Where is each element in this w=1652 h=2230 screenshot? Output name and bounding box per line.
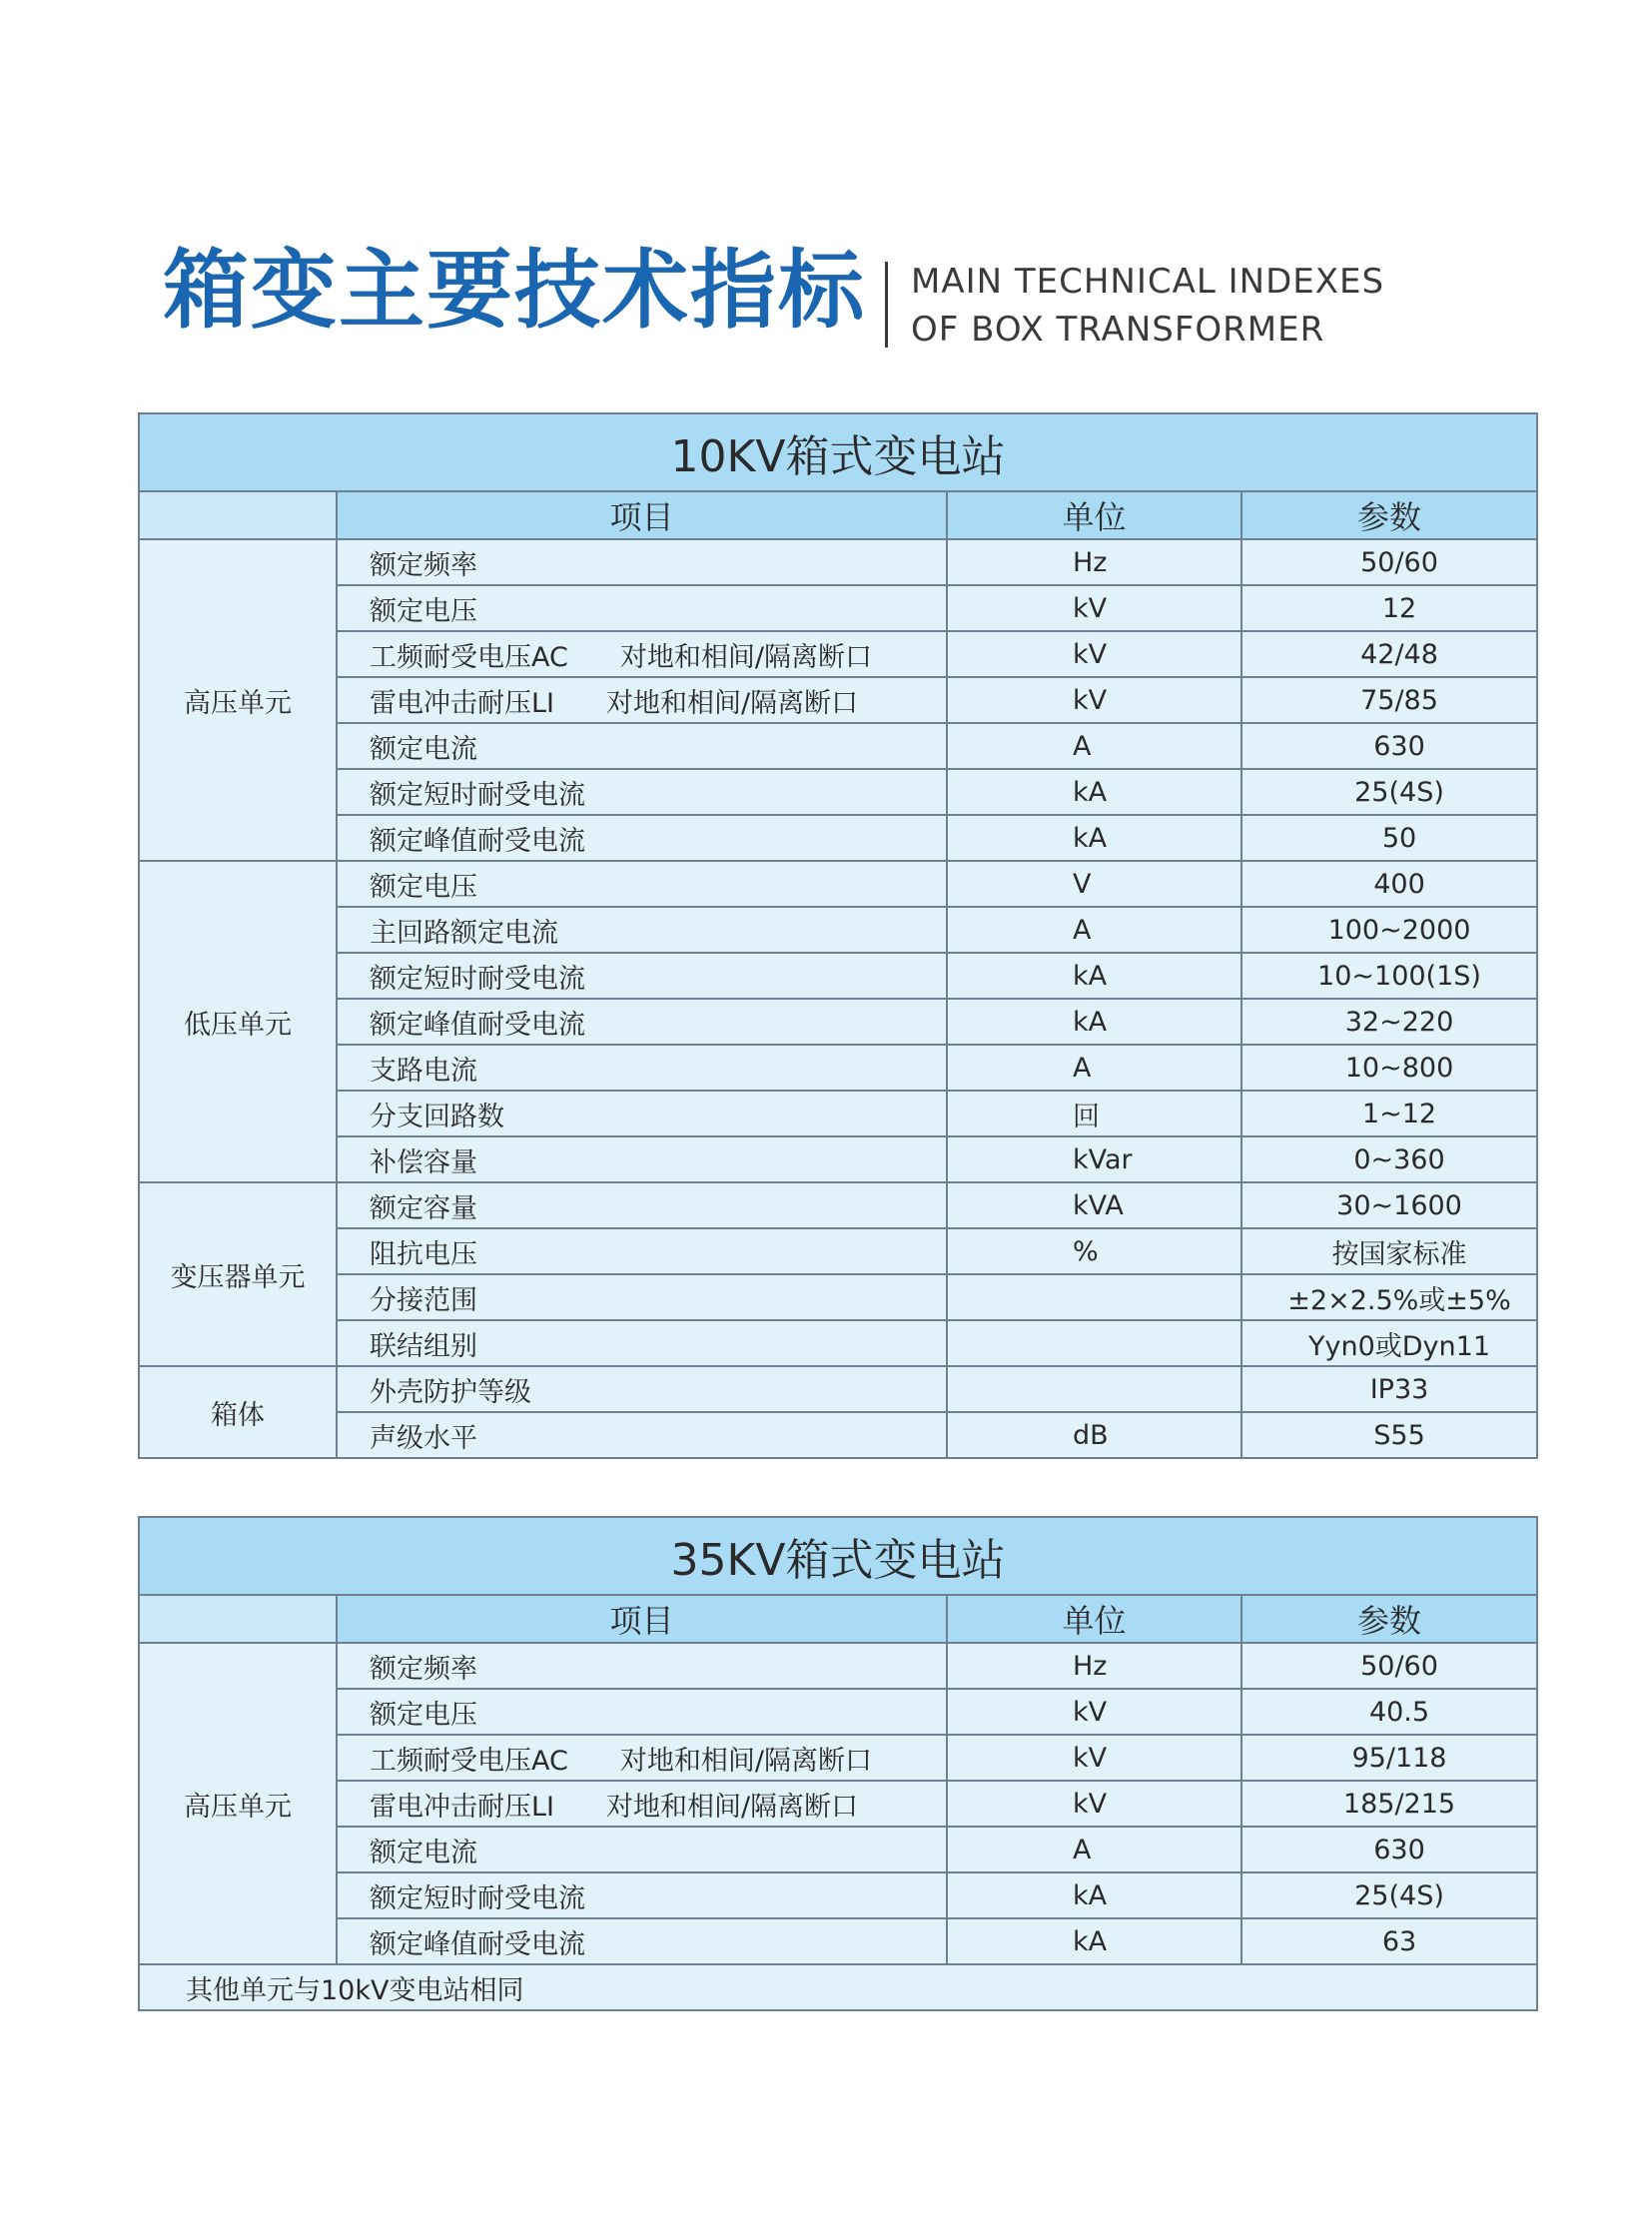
table-row: [139, 1136, 1537, 1182]
header-unit: 单位: [947, 491, 1241, 539]
unit-cell: kA: [947, 769, 1241, 815]
item-name: 分接范围: [370, 1284, 477, 1316]
item-cell: [337, 585, 947, 631]
item-cell: [337, 539, 947, 585]
item-name: 额定短时耐受电流: [370, 1882, 585, 1914]
table-footnote: 其他单元与10kV变电站相同: [139, 1964, 1537, 2010]
unit-cell: kA: [947, 1872, 1241, 1918]
table-row: [139, 631, 1537, 677]
table-row: [139, 1228, 1537, 1274]
table-caption: 10KV箱式变电站: [139, 413, 1537, 491]
value-cell: 63: [1241, 1918, 1537, 1964]
item-name: 雷电冲击耐压LI: [370, 1791, 555, 1823]
table-footnote-row: [139, 1964, 1537, 2010]
unit-cell: kVar: [947, 1136, 1241, 1182]
item-cell: [337, 1274, 947, 1320]
unit-cell: Hz: [947, 1643, 1241, 1689]
item-name: 额定电压: [370, 595, 477, 627]
item-cell: [337, 1689, 947, 1735]
table-row: [139, 1689, 1537, 1735]
item-cell: [337, 1735, 947, 1781]
item-condition: 对地和相间/隔离断口: [619, 641, 872, 673]
unit-cell: [947, 1320, 1241, 1366]
header-blank: [139, 1595, 337, 1643]
item-name: 额定频率: [370, 549, 477, 581]
item-name: 支路电流: [370, 1055, 477, 1087]
value-cell: 1~12: [1241, 1091, 1537, 1136]
header-unit: 单位: [947, 1595, 1241, 1643]
table-row: [139, 1182, 1537, 1228]
item-name: 额定电流: [370, 733, 477, 765]
unit-cell: A: [947, 1045, 1241, 1091]
value-cell: IP33: [1241, 1366, 1537, 1412]
item-cell: [337, 1781, 947, 1827]
item-cell: [337, 1045, 947, 1091]
table-header-row: [139, 1595, 1537, 1643]
item-name: 额定峰值耐受电流: [370, 1009, 585, 1041]
page-title: 箱变主要技术指标: [163, 241, 866, 341]
table-row: [139, 1320, 1537, 1366]
item-name: 补偿容量: [370, 1146, 477, 1178]
table-row: [139, 907, 1537, 953]
unit-cell: A: [947, 907, 1241, 953]
item-name: 声级水平: [370, 1422, 477, 1454]
item-name: 额定短时耐受电流: [370, 779, 585, 811]
item-cell: [337, 1827, 947, 1872]
item-name: 阻抗电压: [370, 1238, 477, 1270]
unit-cell: dB: [947, 1412, 1241, 1458]
table-row: [139, 1872, 1537, 1918]
table-row: [139, 769, 1537, 815]
unit-cell: kV: [947, 585, 1241, 631]
value-cell: 95/118: [1241, 1735, 1537, 1781]
unit-cell: [947, 1366, 1241, 1412]
value-cell: S55: [1241, 1412, 1537, 1458]
header-item: 项目: [337, 491, 947, 539]
item-cell: [337, 1091, 947, 1136]
value-cell: 42/48: [1241, 631, 1537, 677]
item-name: 主回路额定电流: [370, 917, 558, 949]
item-cell: [337, 1136, 947, 1182]
table-row: [139, 723, 1537, 769]
value-cell: 12: [1241, 585, 1537, 631]
title-divider: [885, 262, 888, 348]
table-header-row: [139, 491, 1537, 539]
table-row: [139, 1091, 1537, 1136]
table-row: [139, 1274, 1537, 1320]
value-cell: 40.5: [1241, 1689, 1537, 1735]
unit-cell: kVA: [947, 1182, 1241, 1228]
spec-table-35kv: [138, 1516, 1538, 2011]
unit-cell: V: [947, 861, 1241, 907]
table-row: [139, 585, 1537, 631]
item-name: 额定峰值耐受电流: [370, 825, 585, 857]
subtitle-line-1: MAIN TECHNICAL INDEXES: [911, 262, 1385, 302]
header-blank: [139, 491, 337, 539]
item-cell: [337, 1320, 947, 1366]
item-name: 工频耐受电压AC: [370, 641, 568, 673]
table-row: [139, 815, 1537, 861]
item-cell: [337, 723, 947, 769]
item-cell: [337, 1366, 947, 1412]
item-cell: [337, 907, 947, 953]
item-cell: [337, 1872, 947, 1918]
value-cell: 10~800: [1241, 1045, 1537, 1091]
value-cell: 50/60: [1241, 1643, 1537, 1689]
value-cell: 32~220: [1241, 999, 1537, 1045]
table-row: [139, 861, 1537, 907]
item-condition: 对地和相间/隔离断口: [619, 1745, 872, 1777]
unit-cell: 回: [947, 1091, 1241, 1136]
table-row: [139, 1918, 1537, 1964]
item-cell: [337, 999, 947, 1045]
item-name: 额定电压: [370, 1699, 477, 1731]
group-label: 箱体: [139, 1366, 337, 1458]
unit-cell: A: [947, 723, 1241, 769]
item-name: 额定电流: [370, 1837, 477, 1868]
unit-cell: Hz: [947, 539, 1241, 585]
value-cell: 25(4S): [1241, 1872, 1537, 1918]
item-cell: [337, 861, 947, 907]
value-cell: 185/215: [1241, 1781, 1537, 1827]
item-name: 额定峰值耐受电流: [370, 1928, 585, 1960]
unit-cell: kV: [947, 677, 1241, 723]
item-name: 额定电压: [370, 871, 477, 903]
unit-cell: kA: [947, 999, 1241, 1045]
page-subtitle-en: [911, 258, 1384, 354]
value-cell: 25(4S): [1241, 769, 1537, 815]
unit-cell: %: [947, 1228, 1241, 1274]
unit-cell: kV: [947, 1735, 1241, 1781]
item-name: 外壳防护等级: [370, 1376, 531, 1408]
table-row: [139, 999, 1537, 1045]
table-row: [139, 1412, 1537, 1458]
table-row: [139, 1781, 1537, 1827]
item-name: 分支回路数: [370, 1101, 504, 1132]
group-label: 低压单元: [139, 861, 337, 1182]
item-cell: [337, 769, 947, 815]
table-row: [139, 953, 1537, 999]
table-row: [139, 677, 1537, 723]
subtitle-line-2: OF BOX TRANSFORMER: [911, 310, 1325, 350]
table-row: [139, 1735, 1537, 1781]
value-cell: Yyn0或Dyn11: [1241, 1320, 1537, 1366]
item-condition: 对地和相间/隔离断口: [606, 1791, 859, 1823]
item-name: 额定短时耐受电流: [370, 963, 585, 995]
value-cell: 75/85: [1241, 677, 1537, 723]
table-row: [139, 539, 1537, 585]
value-cell: ±2×2.5%或±5%: [1241, 1274, 1537, 1320]
unit-cell: kV: [947, 631, 1241, 677]
item-condition: 对地和相间/隔离断口: [606, 687, 859, 719]
item-cell: [337, 1228, 947, 1274]
item-cell: [337, 1412, 947, 1458]
item-cell: [337, 1182, 947, 1228]
item-name: 工频耐受电压AC: [370, 1745, 568, 1777]
value-cell: 10~100(1S): [1241, 953, 1537, 999]
item-cell: [337, 815, 947, 861]
unit-cell: kV: [947, 1781, 1241, 1827]
unit-cell: kA: [947, 1918, 1241, 1964]
value-cell: 630: [1241, 723, 1537, 769]
value-cell: 100~2000: [1241, 907, 1537, 953]
table-row: [139, 1366, 1537, 1412]
item-cell: [337, 677, 947, 723]
value-cell: 50: [1241, 815, 1537, 861]
unit-cell: [947, 1274, 1241, 1320]
item-name: 雷电冲击耐压LI: [370, 687, 555, 719]
item-cell: [337, 1918, 947, 1964]
header-value: 参数: [1241, 1595, 1537, 1643]
item-name: 额定容量: [370, 1192, 477, 1224]
table-caption: 35KV箱式变电站: [139, 1517, 1537, 1595]
table-row: [139, 1045, 1537, 1091]
item-cell: [337, 1643, 947, 1689]
item-cell: [337, 631, 947, 677]
header-item: 项目: [337, 1595, 947, 1643]
value-cell: 30~1600: [1241, 1182, 1537, 1228]
spec-table-10kv: [138, 412, 1538, 1459]
group-label: 高压单元: [139, 539, 337, 861]
table-row: [139, 1643, 1537, 1689]
table-row: [139, 1827, 1537, 1872]
group-label: 变压器单元: [139, 1182, 337, 1366]
value-cell: 50/60: [1241, 539, 1537, 585]
table-caption-row: [139, 413, 1537, 491]
item-name: 联结组别: [370, 1330, 477, 1362]
header-value: 参数: [1241, 491, 1537, 539]
item-cell: [337, 953, 947, 999]
value-cell: 按国家标准: [1241, 1228, 1537, 1274]
table-caption-row: [139, 1517, 1537, 1595]
value-cell: 0~360: [1241, 1136, 1537, 1182]
unit-cell: kV: [947, 1689, 1241, 1735]
unit-cell: A: [947, 1827, 1241, 1872]
group-label: 高压单元: [139, 1643, 337, 1964]
value-cell: 400: [1241, 861, 1537, 907]
unit-cell: kA: [947, 815, 1241, 861]
unit-cell: kA: [947, 953, 1241, 999]
item-name: 额定频率: [370, 1653, 477, 1685]
value-cell: 630: [1241, 1827, 1537, 1872]
